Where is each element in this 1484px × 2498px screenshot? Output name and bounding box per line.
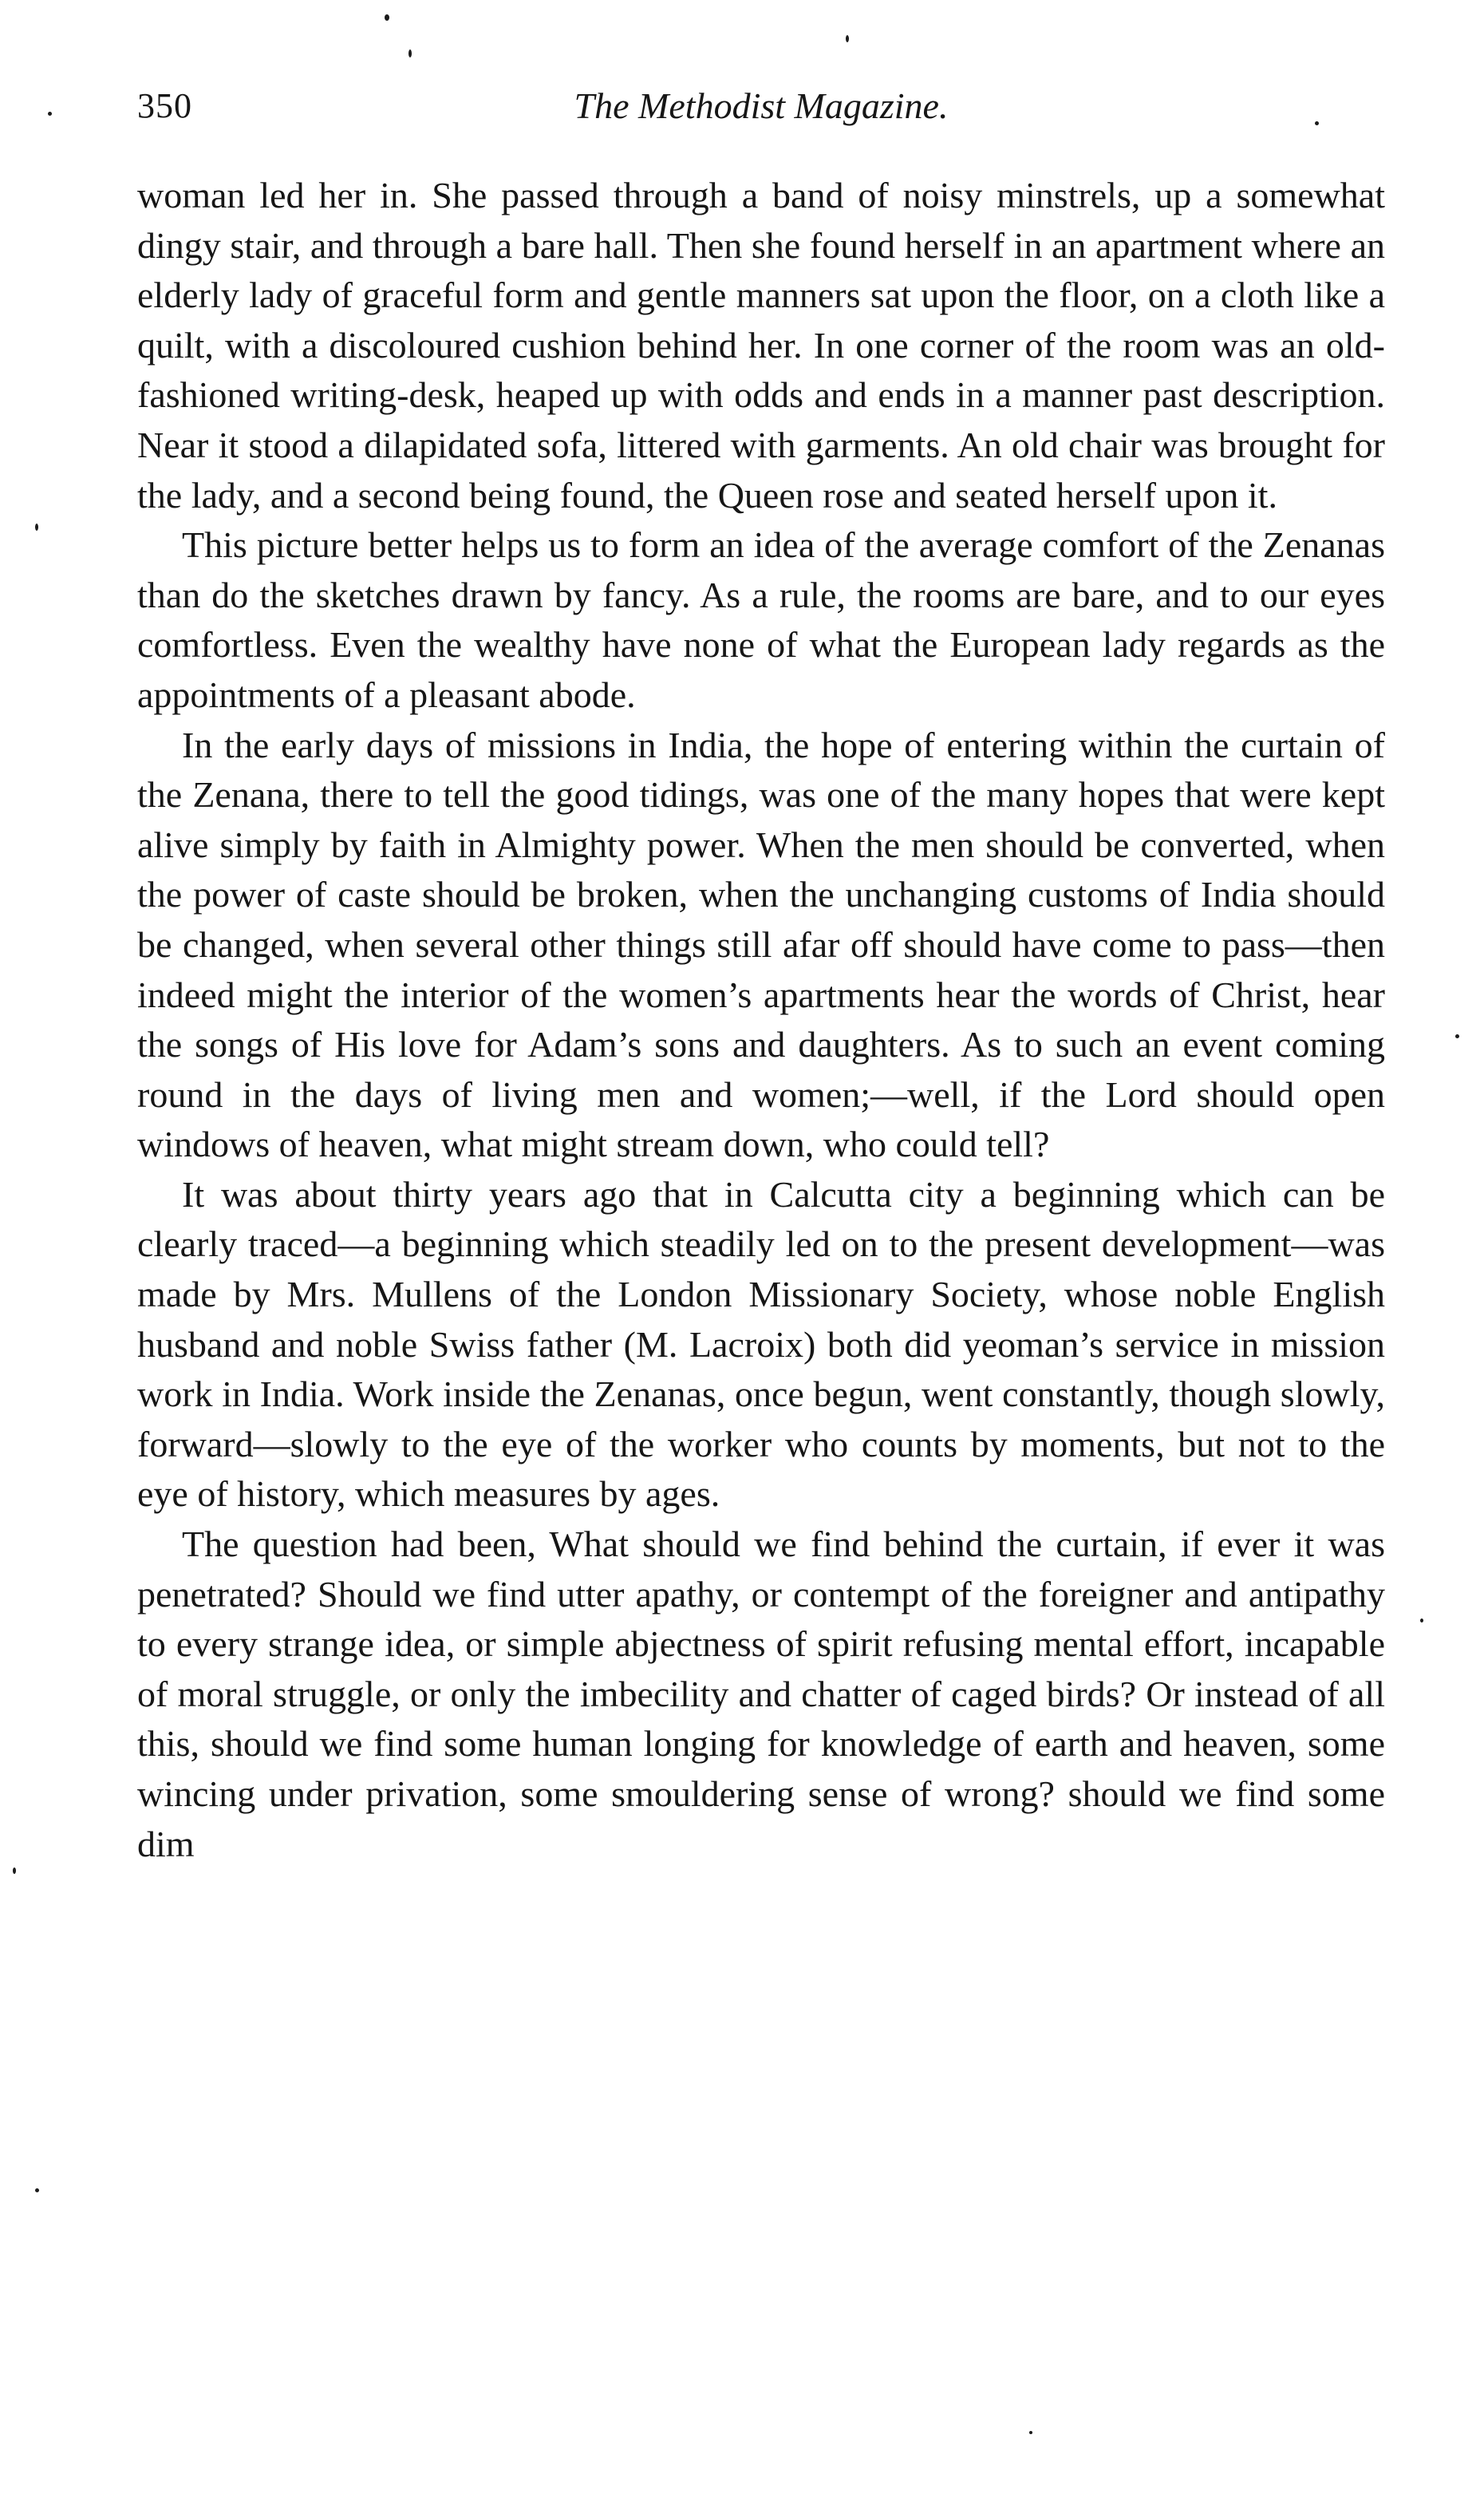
scan-speck <box>846 35 849 42</box>
scan-speck <box>1029 2431 1032 2434</box>
paragraph: This picture better helps us to form an idea of the average comfort of the Zenanas than do the sketches drawn by fancy. As a rule, the rooms are bare, and to our eyes comfortless. Even the wealthy have none of what the European lady regards as the appointments of a pleasant abode. <box>137 524 1385 715</box>
scan-speck <box>35 524 38 531</box>
page-number: 350 <box>137 86 192 125</box>
book-page <box>137 77 1385 1869</box>
scan-speck <box>1315 121 1319 125</box>
body-text <box>137 171 1385 1869</box>
scan-speck <box>13 1868 16 1874</box>
running-title: The Methodist Magazine. <box>574 85 949 126</box>
scan-speck <box>1420 1619 1423 1623</box>
paragraph: The question had been, What should we find behind the curtain, if ever it was penetrated? Should we find utter apathy, or contempt of the foreigner and antipathy to every strange idea, or simple abjectness of spirit refusing mental effort, incapable of moral struggle, or only the imbecility and chatter of caged birds? Or instead of all this, should we find some human longing for knowledge of earth and heaven, some wincing under privation, some smouldering sense of wrong? should we find some dim <box>137 1524 1385 1864</box>
paragraph: woman led her in. She passed through a band of noisy minstrels, up a somewhat dingy stair, and through a bare hall. Then she found herself in an apartment where an elderly lady of graceful form and gentle manners sat upon the floor, on a cloth like a quilt, with a discoloured cushion behind her. In one corner of the room was an old-fashioned writing-desk, heaped up with odds and ends in a manner past description. Near it stood a dilapidated sofa, littered with garments. An old chair was brought for the lady, and a second being found, the Queen rose and seated herself upon it. <box>137 175 1385 516</box>
scan-speck <box>1455 1034 1459 1038</box>
paragraph: It was about thirty years ago that in Calcutta city a beginning which can be clearly traced—a beginning which steadily led on to the present development—was made by Mrs. Mullens of the London Missionary Society, whose noble English husband and noble Swiss father (M. Lacroix) both did yeoman’s service in mission work in India. Work inside the Zenanas, once begun, went constantly, though slowly, forward—slowly to the eye of the worker who counts by moments, but not to the eye of history, which measures by ages. <box>137 1173 1385 1515</box>
paragraph: In the early days of missions in India, the hope of entering within the curtain of the Zenana, there to tell the good tidings, was one of the many hopes that were kept alive simply by faith in Almighty power. When the men should be converted, when the power of caste should be broken, when the unchanging customs of India should be changed, when several other things still afar off should have come to pass—then indeed might the interior of the women’s apartments hear the words of Christ, hear the songs of His love for Adam’s sons and daughters. As to such an event coming round in the days of living men and women;—well, if the Lord should open windows of heaven, what might stream down, who could tell? <box>137 724 1385 1165</box>
scan-speck <box>385 14 389 21</box>
page-header <box>137 77 1385 136</box>
scan-speck <box>35 2188 39 2192</box>
scan-speck <box>408 49 412 57</box>
scan-speck <box>48 112 52 116</box>
